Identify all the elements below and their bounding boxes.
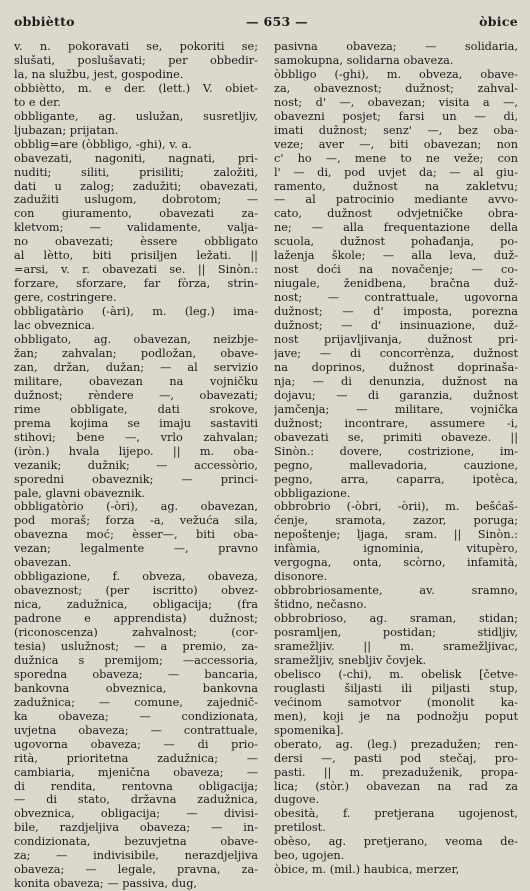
dictionary-text-line: obelisco (-chi), m. obelisk [četve- (274, 667, 518, 681)
dictionary-text-line: nuditi; siliti, prisiliti; založiti, (14, 165, 258, 179)
dictionary-text-line: posramljen, postidan; stidljiv, (274, 626, 518, 640)
dictionary-text-line: obbligatòrio (-òri), ag. obavezan, (14, 500, 258, 514)
dictionary-text-line: zadužiti uslugom, dobrotom; — (14, 193, 258, 207)
dictionary-text-line: dužnost; — d' imposta, porezna (274, 305, 518, 319)
dictionary-text-line: condizionata, bezuvjetna obave- (14, 835, 258, 849)
dictionary-text-line: (iròn.) hvala lijepo. || m. oba- (14, 444, 258, 458)
dictionary-text-line: za, obaveznost; dužnost; zahval- (274, 81, 518, 95)
dictionary-text-line: obavezni posjet; farsi un — di, (274, 109, 518, 123)
dictionary-text-line: di rendita, rentovna obligacija; (14, 779, 258, 793)
dictionary-text-line: obaveznost; (per iscritto) obvez- (14, 584, 258, 598)
dictionary-text-line: obavezna moć; èsser—, biti oba- (14, 528, 258, 542)
dictionary-text-line: bile, razdjeljiva obaveza; — in- (14, 821, 258, 835)
dictionary-text-line: oberato, ag. (leg.) prezadužen; ren- (274, 737, 518, 751)
dictionary-text-line: cato, dužnost odvjetničke obra- (274, 207, 518, 221)
dictionary-text-line: òbbligo (-ghi), m. obveza, obave- (274, 67, 518, 81)
dictionary-text-line: nepoštenje; ljaga, sram. || Sinòn.: (274, 528, 518, 542)
dictionary-text-line: infàmia, ignominia, vitupèro, (274, 542, 518, 556)
dictionary-text-line: lica; (stòr.) obavezan na rad za (274, 779, 518, 793)
dictionary-text-line: ljubazan; prijatan. (14, 123, 119, 137)
dictionary-text-line: =arsi, v. r. obavezati se. || Sinòn.: (14, 263, 258, 277)
dictionary-text-line: pasti. || m. prezaduženik, propa- (274, 765, 518, 779)
dictionary-text-line: dati u zalog; zadužiti; obavezati, (14, 179, 258, 193)
dictionary-text-line: obbligato, ag. obavezan, neizbje- (14, 333, 258, 347)
dictionary-text-line: rime obbligate, dati srokove, (14, 402, 258, 416)
dictionary-text-line: nica, zadužnica, obligacija; (fra (14, 598, 258, 612)
dictionary-text-line: no obavezati; èssere obbligato (14, 235, 258, 249)
dictionary-text-line: — al patrocinio mediante avvo- (274, 193, 518, 207)
dictionary-text-line: cambiaria, mjenična obaveza; — (14, 765, 258, 779)
dictionary-text-line: lac obveznica. (14, 319, 95, 333)
dictionary-text-line: dersi —, pasti pod stečaj, pro- (274, 751, 518, 765)
dictionary-text-line: vezan; legalmente —, pravno (14, 542, 258, 556)
dictionary-text-line: obèso, ag. pretjerano, veoma de- (274, 835, 518, 849)
dictionary-text-line: men), koji je na podnožju poput (274, 709, 518, 723)
page-number: — 653 — (246, 14, 308, 29)
dictionary-text-line: laženja škole; — alla leva, duž- (274, 249, 518, 263)
dictionary-text-line: sramežljiv, snebljiv čovjek. (274, 653, 427, 667)
dictionary-text-line: obbligazione, f. obveza, obaveza, (14, 570, 258, 584)
header-right-guideword: òbice (479, 14, 518, 29)
dictionary-text-line: obveznica, obligacija; — divisi- (14, 807, 258, 821)
dictionary-text-line: dužnica s premijom; —accessoria, (14, 653, 258, 667)
dictionary-text-line: ramento, dužnost na zakletvu; (274, 179, 518, 193)
dictionary-text-line: obbligatàrio (-àri), m. (leg.) ima- (14, 305, 258, 319)
dictionary-text-line: žan; zahvalan; podložan, obave- (14, 346, 258, 360)
dictionary-text-line: nost; — contrattuale, ugovorna (274, 291, 518, 305)
dictionary-text-line: to e der. (14, 95, 61, 109)
dictionary-text-line: slušati, poslušavati; per obbedir- (14, 53, 258, 67)
dictionary-text-line: obblig=are (òbbligo, -ghi), v. a. (14, 137, 192, 151)
dictionary-text-line: ne; — alla frequentazione della (274, 221, 518, 235)
dictionary-text-line: stihovi; bene —, vrlo zahvalan; (14, 430, 258, 444)
dictionary-text-line: Sinòn.: dovere, costrizione, im- (274, 444, 518, 458)
dictionary-text-line: jamčenja; — militare, vojnička (274, 402, 518, 416)
dictionary-text-line: v. n. pokoravati se, pokoriti se; (14, 40, 258, 53)
dictionary-text-line: pasivna obaveza; — solidaria, (274, 40, 518, 53)
dictionary-text-line: štidno, nečasno. (274, 598, 367, 612)
dictionary-text-line: c' ho —, mene to ne veže; con (274, 151, 518, 165)
dictionary-text-line: al lètto, biti prisiljen ležati. || (14, 249, 258, 263)
dictionary-text-line: sramežljiv. || m. sramežljivac, (274, 639, 518, 653)
dictionary-text-line: disonore. (274, 570, 328, 584)
dictionary-text-line: obbrobrio (-òbri, -òrii), m. bešćaš- (274, 500, 518, 514)
dictionary-text-line: sporedna obaveza; — bancaria, (14, 667, 258, 681)
dictionary-text-line: ka obaveza; — condizionata, (14, 709, 258, 723)
dictionary-text-line: zan, držan, dužan; — al servizio (14, 360, 258, 374)
dictionary-text-line: — di stato, državna zadužnica, (14, 793, 258, 807)
dictionary-text-line: padrone e apprendista) dužnost; (14, 612, 258, 626)
dictionary-text-line: spomenika]. (274, 723, 344, 737)
dictionary-text-line: obavezan. (14, 556, 72, 570)
dictionary-text-line: veze; aver —, biti obavezan; non (274, 137, 518, 151)
dictionary-text-line: jave; — di concorrènza, dužnost (274, 346, 518, 360)
dictionary-text-line: pegno, arra, caparra, ipotèca, (274, 472, 518, 486)
dictionary-text-line: militare, obavezan na vojničku (14, 374, 258, 388)
dictionary-text-line: imati dužnost; senz' —, bez oba- (274, 123, 518, 137)
dictionary-text-line: dužnost; — d' insinuazione, duž- (274, 319, 518, 333)
dictionary-text-line: nja; — di denunzia, dužnost na (274, 374, 518, 388)
dictionary-text-line: uvjetna obaveza; — contrattuale, (14, 723, 258, 737)
dictionary-text-line: obesità, f. pretjerana ugojenost, (274, 807, 518, 821)
dictionary-text-line: la, na službu, jest, gospodine. (14, 67, 184, 81)
dictionary-text-line: dužnost; incontrare, assumere -i, (274, 416, 518, 430)
dictionary-text-line: kletvom; — validamente, valja- (14, 221, 258, 235)
dictionary-text-line: nost prijavljivanja, dužnost pri- (274, 333, 518, 347)
dictionary-text-line: sporedni obaveznik; — princi- (14, 472, 258, 486)
dictionary-text-line: obavezati se, primiti obaveze. || (274, 430, 518, 444)
header-left-guideword: obbiètto (14, 14, 75, 29)
dictionary-text-line: tesia) uslužnost; — a premio, za- (14, 639, 258, 653)
dictionary-text-line: beo, ugojen. (274, 849, 345, 863)
dictionary-text-line: nost; d' —, obavezan; visita a —, (274, 95, 518, 109)
dictionary-text-line: obaveza; — legale, pravna, za- (14, 863, 258, 877)
dictionary-text-line: dugove. (274, 793, 320, 807)
dictionary-text-line: većinom samotvor (monolit ka- (274, 695, 518, 709)
dictionary-text-line: obbrobriosamente, av. sramno, (274, 584, 518, 598)
dictionary-text-line: ugovorna obaveza; — di prio- (14, 737, 258, 751)
dictionary-text-line: pod moraš; forza -a, vežuća sila, (14, 514, 258, 528)
dictionary-text-line: con giuramento, obavezati za- (14, 207, 258, 221)
dictionary-text-line: prema kojima se imaju sastaviti (14, 416, 258, 430)
dictionary-text-line: dužnost; rèndere —, obavezati; (14, 388, 258, 402)
dictionary-text-line: vezanik; dužnik; — accessòrio, (14, 458, 258, 472)
dictionary-text-line: konita obaveza; — passiva, dug, (14, 877, 198, 891)
dictionary-text-line: pale, glavni obaveznik. (14, 486, 146, 500)
running-header (14, 14, 518, 36)
dictionary-text-line: obbiètto, m. e der. (lett.) V. obiet- (14, 81, 258, 95)
dictionary-text-line: obbrobrioso, ag. sraman, stidan; (274, 612, 518, 626)
dictionary-text-line: za; — indivisibile, nerazdjeljiva (14, 849, 258, 863)
dictionary-text-line: zadužnica; — comune, zajednič- (14, 695, 258, 709)
dictionary-text-line: òbice, m. (mil.) haubica, merzer, (274, 863, 460, 877)
dictionary-text-line: forzare, sforzare, far fòrza, strin- (14, 277, 258, 291)
dictionary-text-line: pretilost. (274, 821, 326, 835)
dictionary-text-line: l' — di, pod uvjet da; — al giu- (274, 165, 518, 179)
dictionary-text-line: pegno, mallevadoria, cauzione, (274, 458, 518, 472)
left-column (14, 40, 258, 891)
dictionary-text-line: na doprinos, dužnost doprinaša- (274, 360, 518, 374)
dictionary-text-line: rouglasti šiljasti ili piljasti stup, (274, 681, 518, 695)
dictionary-text-line: bankovna obveznica, bankovna (14, 681, 258, 695)
dictionary-text-line: dojavu; — di garanzia, dužnost (274, 388, 518, 402)
dictionary-text-line: nost doći na novačenje; — co- (274, 263, 518, 277)
dictionary-text-line: obbligante, ag. uslužan, susretljiv, (14, 109, 258, 123)
dictionary-text-line: samokupna, solidarna obaveza. (274, 53, 454, 67)
dictionary-text-line: gere, costringere. (14, 291, 117, 305)
dictionary-text-line: ćenje, sramota, zazor, poruga; (274, 514, 518, 528)
dictionary-text-line: niugale, ženidbena, bračna duž- (274, 277, 518, 291)
dictionary-text-line: scuola, dužnost pohađanja, po- (274, 235, 518, 249)
dictionary-text-line: rità, prioritetna zadužnica; — (14, 751, 258, 765)
dictionary-text-line: obbligazione. (274, 486, 351, 500)
dictionary-text-line: (riconoscenza) zahvalnost; (cor- (14, 626, 258, 640)
dictionary-text-line: vergogna, onta, scòrno, infamità, (274, 556, 518, 570)
dictionary-text-line: obavezati, nagoniti, nagnati, pri- (14, 151, 258, 165)
right-column (274, 40, 518, 891)
